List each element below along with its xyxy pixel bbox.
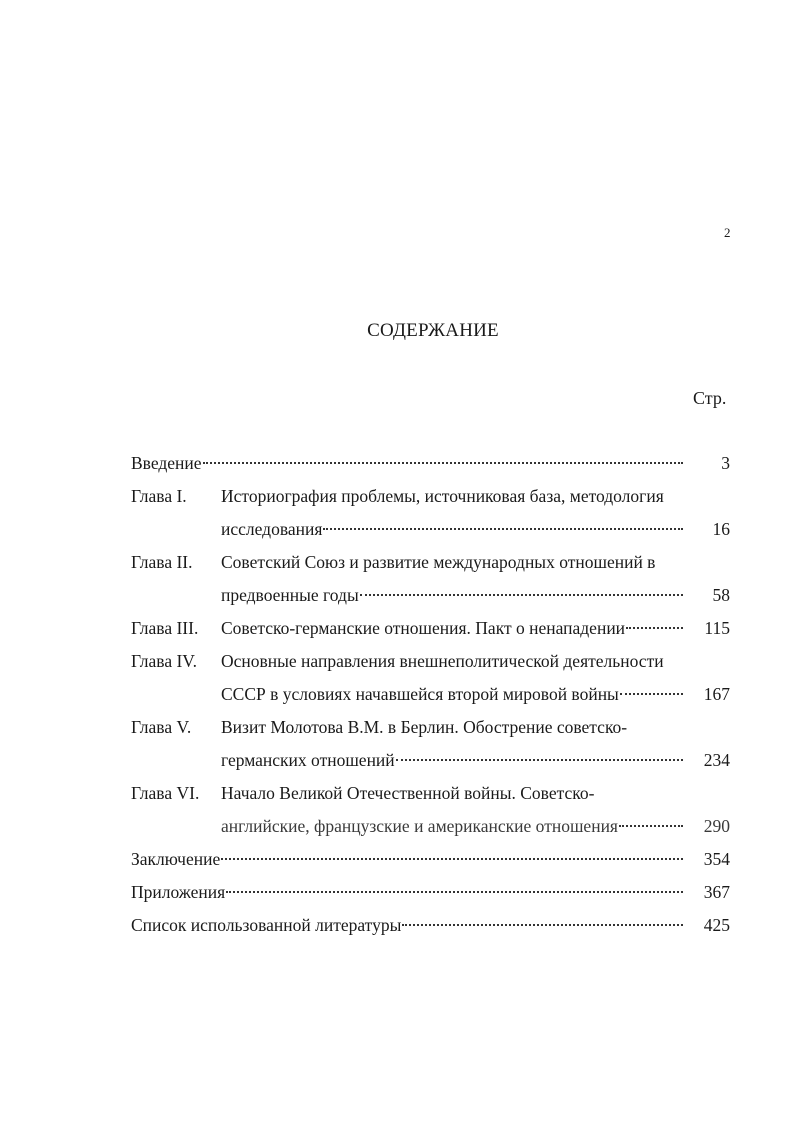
toc-entry-appendices[interactable]: [131, 880, 730, 904]
toc-page-ref: 115: [704, 618, 730, 638]
toc-entry-text: Заключение: [131, 849, 221, 869]
toc-entry-conclusion[interactable]: [131, 847, 730, 871]
toc-page-ref: 367: [703, 882, 730, 902]
dot-leader: [626, 627, 683, 629]
page-number: 2: [724, 225, 731, 240]
chapter-label: Глава VI.: [131, 783, 200, 803]
toc-entry-chapter-4-cont[interactable]: [221, 682, 730, 706]
toc-entry-text: Приложения: [131, 882, 226, 902]
toc-page-ref: 425: [703, 915, 730, 935]
toc-entry-chapter-5[interactable]: [131, 715, 730, 739]
toc-page-ref: 167: [703, 684, 730, 704]
toc-page-ref: 58: [712, 585, 730, 605]
toc-page-ref: 3: [721, 453, 730, 473]
chapter-label: Глава V.: [131, 717, 192, 737]
toc-entry-chapter-6[interactable]: [131, 781, 730, 805]
dot-leader: [221, 858, 683, 860]
toc-entry-text: Советский Союз и развитие международных отношений в: [221, 552, 656, 572]
toc-page-ref: 16: [712, 519, 730, 539]
toc-entry-text: английские, французские и американские отношения: [221, 816, 618, 836]
toc-entry-text: Советско-германские отношения. Пакт о ненападении: [221, 618, 626, 638]
toc-entry-text: Историография проблемы, источниковая база, методология: [221, 486, 664, 506]
dot-leader: [396, 759, 683, 761]
toc-entry-text: Список использованной литературы: [131, 915, 402, 935]
toc-entry-chapter-4[interactable]: [131, 649, 730, 673]
toc-page-ref: 354: [703, 849, 730, 869]
toc-entry-chapter-2[interactable]: [131, 550, 730, 574]
toc-entry-bibliography[interactable]: [131, 913, 730, 937]
toc-entry-chapter-1[interactable]: [131, 484, 730, 508]
dot-leader: [620, 693, 683, 695]
toc-entry-text: Визит Молотова В.М. в Берлин. Обострение советско-: [221, 717, 628, 737]
toc-entry-text: германских отношений: [221, 750, 395, 770]
toc-entry-chapter-3[interactable]: [131, 616, 730, 640]
dot-leader: [360, 594, 683, 596]
toc-page-ref: 234: [703, 750, 730, 770]
dot-leader: [226, 891, 683, 893]
chapter-label: Глава I.: [131, 486, 187, 506]
toc-entry-text: СССР в условиях начавшейся второй мировой войны: [221, 684, 619, 704]
toc-entry-text: исследования: [221, 519, 323, 539]
toc-entry-text: предвоенные годы: [221, 585, 359, 605]
toc-entry-introduction[interactable]: [131, 451, 730, 475]
dot-leader: [323, 528, 683, 530]
chapter-label: Глава III.: [131, 618, 199, 638]
chapter-label: Глава II.: [131, 552, 193, 572]
toc-entry-chapter-2-cont[interactable]: [221, 583, 730, 607]
chapter-label: Глава IV.: [131, 651, 198, 671]
toc-entry-text: Начало Великой Отечественной войны. Советско-: [221, 783, 595, 803]
toc-entry-text: Введение: [131, 453, 202, 473]
toc-title: СОДЕРЖАНИЕ: [367, 320, 499, 341]
toc-entry-chapter-5-cont[interactable]: [221, 748, 730, 772]
dot-leader: [203, 462, 683, 464]
toc-entry-chapter-6-cont[interactable]: [221, 814, 730, 838]
toc-page-ref: 290: [703, 816, 730, 836]
toc-entry-chapter-1-cont[interactable]: [221, 517, 730, 541]
dot-leader: [402, 924, 683, 926]
dot-leader: [619, 825, 683, 827]
toc-entry-text: Основные направления внешнеполитической деятельности: [221, 651, 664, 671]
page-column-header: Стр.: [693, 388, 727, 408]
